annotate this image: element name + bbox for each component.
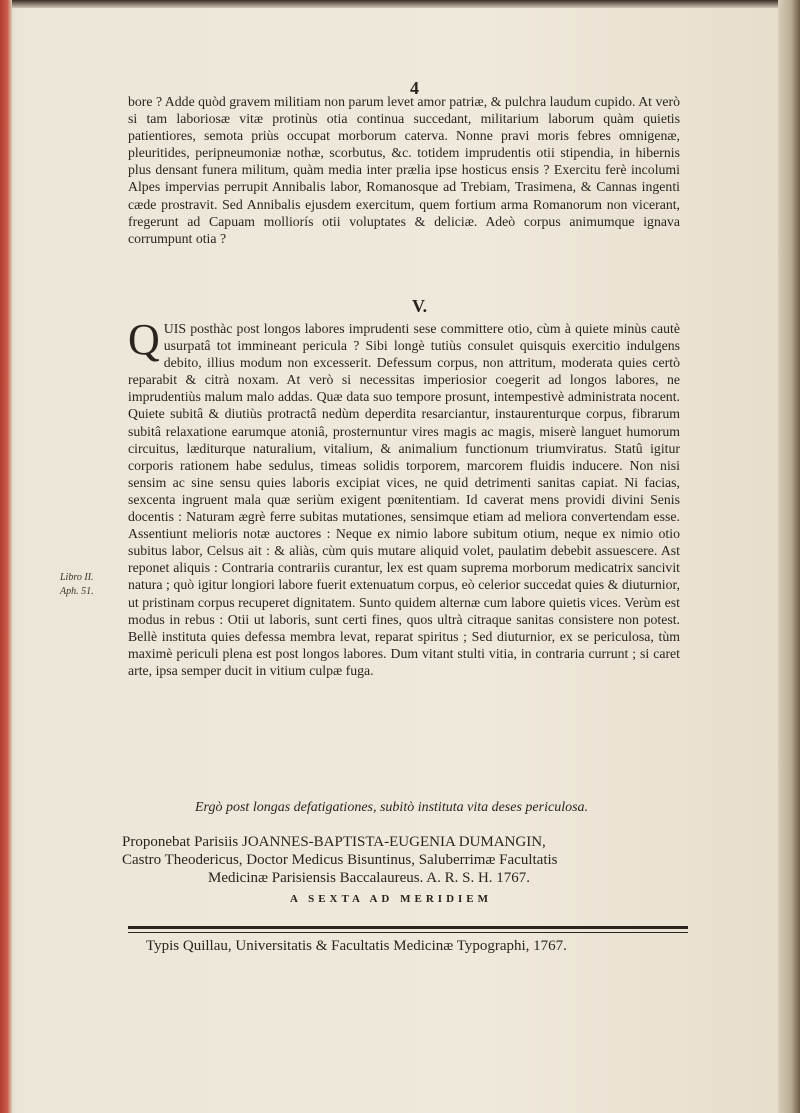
page-number: 4 bbox=[410, 78, 419, 98]
proponent-line-2: Castro Theodericus, Doctor Medicus Bisuntinus, Saluberrimæ Facultatis bbox=[122, 852, 558, 868]
rule-thin bbox=[128, 932, 688, 933]
printer-imprint: Typis Quillau, Universitatis & Facultatis Medicinæ Typographi, 1767. bbox=[146, 938, 567, 954]
drop-cap: Q bbox=[128, 315, 160, 364]
proponent-line-1: Proponebat Parisiis JOANNES-BAPTISTA-EUGENIA DUMANGIN, bbox=[122, 834, 546, 850]
margin-note-aphorism: Aph. 51. bbox=[60, 586, 94, 597]
rule-thick bbox=[128, 926, 688, 929]
proponent-line-3: Medicinæ Parisiensis Baccalaureus. A. R. S. H. 1767. bbox=[208, 870, 531, 886]
page-right-edge bbox=[778, 0, 800, 1113]
thesis-statement: Ergò post longas defatigationes, subitò instituta vita deses periculosa. bbox=[195, 800, 589, 815]
margin-note bbox=[60, 571, 94, 599]
proponent-block bbox=[122, 833, 692, 887]
page-top-edge bbox=[0, 0, 800, 8]
paragraph-2-text: UIS posthàc post longos labores imprudenti sese committere otio, cùm à quiete minùs cautè usurpatâ tot immineant pericula ? Sibi longè tutiùs consulet quisquis exercitio indulgens debito, illius modum non excesserit. Defessum corpus, non attritum, moderata quies certò reparabit & citrà noxam. At verò si necessitas imperiosior coegerit ad longos labores, ne imprudentiùs malum malo addas. Quæ data suo tempore prosunt, intempestivè administrata nocent. Quiete subitâ & diutiùs protractâ nedùm deperdita resarciantur, instaurenturque corpus, fibrarum subitâ relaxatione earumque atoniâ, prosternuntur vires magis ac magis, miserè languet humorum circuitus, læditurque naturalium, vitalium, & animalium functionum triumviratus. Statû igitur corporis rationem habe sedulus, timeas solidis torporem, marcorem fluidis inducere. Non nisi sensim ac sine sensu quies laboris excipiat vices, ne quid detrimenti sanitas capiat. Ni facias, sexcenta ingruent mala quæ seriùm exigent pœnitentiam. Id caverat mens providi divini Senis docentis : Naturam ægrè ferre subitas mutationes, sensimque etiam ad meliora convertendam esse. Assentiunt melioris notæ auctores : Neque ex nimio labore subitum otium, neque ex nimio otio subitus labor, Celsus ait : & aliàs, cùm quis mutare aliquid volet, paulatim debebit assuescere. Ast reponet aliquis : Contraria contrariis curantur, lex est quam suprema morborum medicatrix sancivit natura ; quò igitur longiori labore fuerit extenuatum corpus, eò celerior succedat quies & diuturnior, ut pristinam corpus recuperet dignitatem. Sunto quidem alternæ cum labore quietis vices. Verùm est modus in rebus : Otii ut laboris, sunt certi fines, quos ultrà citraque sanitas consistere non potest. Bellè instituta quies defessa membra levat, reparat spiritus ; Sed diuturnior, ex se periculosa, tùm maximè periculi plena est post longos labores. Dum vitant stulti vitia, in contraria currunt ; si caret arte, ipsa semper ducit in vitium culpæ fuga. bbox=[128, 321, 680, 678]
paragraph-2 bbox=[128, 315, 680, 679]
page-left-edge bbox=[0, 0, 12, 1113]
margin-note-book: Libro II. bbox=[60, 572, 94, 583]
disputation-hours: A SEXTA AD MERIDIEM bbox=[290, 893, 493, 905]
section-number: V. bbox=[412, 296, 428, 316]
paragraph-1: bore ? Adde quòd gravem militiam non parum levet amor patriæ, & pulchra laudum cupido. At verò si tam laboriosæ vitæ protinùs otia continua succedant, militarium laborum quàm quietis patientiores, semota priùs occupat morborum caterva. Nonne pravi moris febres omnigenæ, pleuritides, peripneumoniæ nothæ, scorbutus, &c. totidem imprudentis otii stipendia, in hibernis plus densant funera militum, quàm media inter prælia ipse hosticus ensis ? Exercitu ferè incolumi Alpes impervias perrupit Annibalis labor, Romanosque ad Trebiam, Trasimena, & Cannas ingenti cæde prostravit. Sed Annibalis ejusdem exercitum, quem fortium arma Romanorum non vicerant, fregerunt ad Capuam molliorís otii voluptates & deliciæ. Adeò corpus animumque ignava corrumpunt otia ? bbox=[128, 94, 680, 246]
